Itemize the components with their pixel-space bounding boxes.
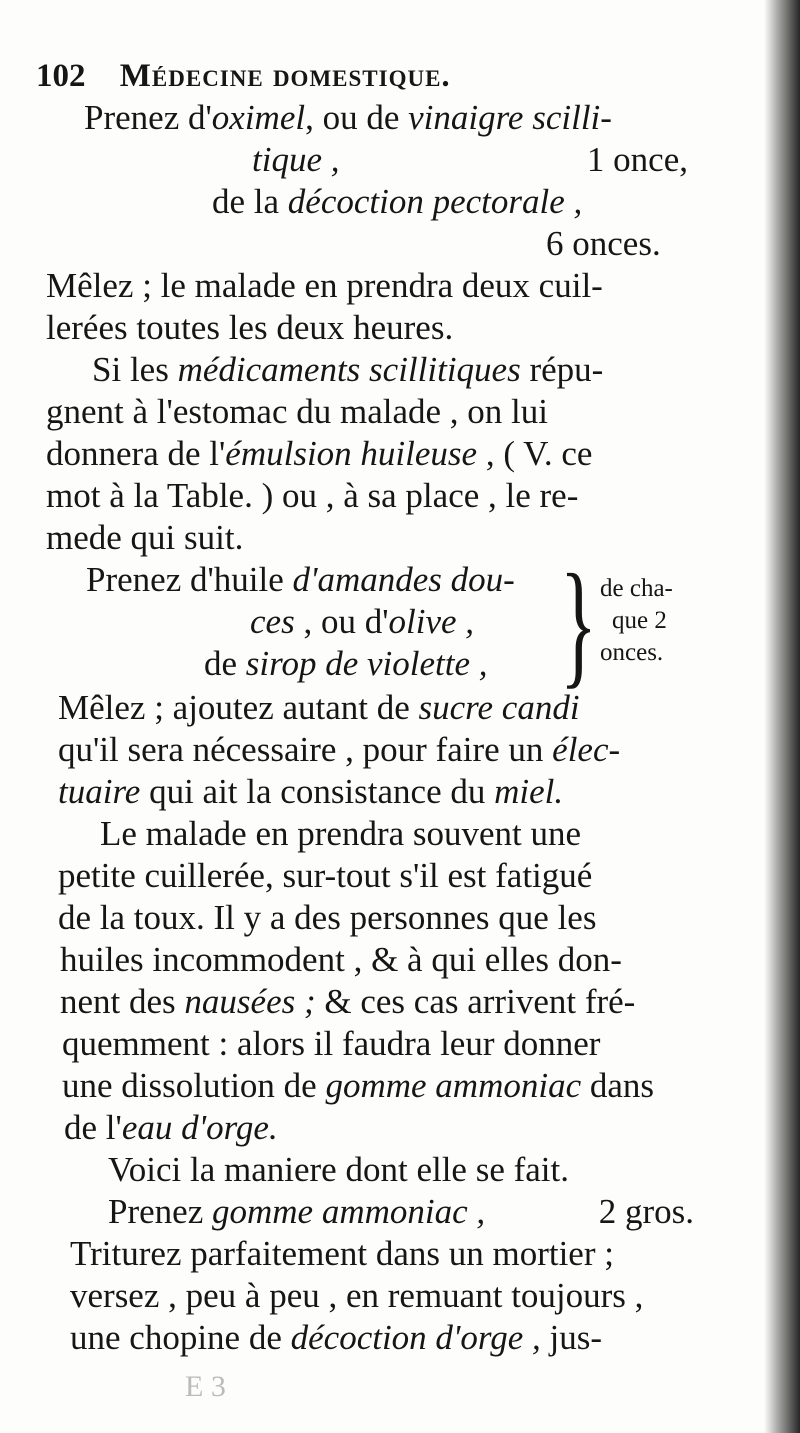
para4-line8: de l'eau d'orge. <box>64 1108 278 1147</box>
para4-line1: Le malade en prendra souvent une <box>100 814 582 853</box>
para2-line2: gnent à l'estomac du malade , on lui <box>46 392 548 431</box>
para3-line2: qu'il sera nécessaire , pour faire un élec- <box>58 730 621 769</box>
para4-line3: de la toux. Il y a des personnes que les <box>58 898 597 937</box>
para2-line1: Si les médicaments scillitiques répu- <box>92 350 604 389</box>
para4-line6: quemment : alors il faudra leur donner <box>62 1024 601 1063</box>
para4-line5: nent des nausées ; & ces cas arrivent fré- <box>60 982 636 1021</box>
recipe3-line1: Prenez gomme ammoniac , 2 gros. <box>108 1192 694 1231</box>
para3-line3: tuaire qui ait la consistance du miel. <box>58 772 564 811</box>
running-title: Médecine domestique. <box>119 58 451 94</box>
para4-line2: petite cuillerée, sur-tout s'il est fatigué <box>58 856 593 895</box>
para6-line1: Triturez parfaitement dans un mortier ; <box>70 1234 614 1273</box>
para3-line1: Mêlez ; ajoutez autant de sucre candi <box>58 688 580 727</box>
para4-line7: une dissolution de gomme ammoniac dans <box>62 1066 655 1105</box>
para6-line2: versez , peu à peu , en remuant toujours , <box>70 1276 644 1315</box>
page-header <box>36 56 451 96</box>
para5-line1: Voici la maniere dont elle se fait. <box>108 1150 569 1189</box>
signature-mark: E 3 <box>185 1370 226 1403</box>
para4-line4: huiles incommodent , & à qui elles don- <box>60 940 622 979</box>
para6-line3: une chopine de décoction d'orge , jus- <box>70 1318 603 1357</box>
para2-line3: donnera de l'émulsion huileuse , ( V. ce <box>46 434 593 473</box>
para2-line5: mede qui suit. <box>46 518 244 557</box>
curly-brace-icon: } <box>560 546 597 701</box>
recipe1-line3: de la décoction pectorale , <box>212 182 583 221</box>
page-number: 102 <box>36 58 86 94</box>
recipe2-line2: ces , ou d'olive , <box>250 602 475 641</box>
para2-line4: mot à la Table. ) ou , à sa place , le re- <box>46 476 579 515</box>
brace-label-line3: onces. <box>600 639 664 666</box>
para1-line2: lerées toutes les deux heures. <box>46 308 454 347</box>
recipe1-line1: Prenez d'oximel, ou de vinaigre scilli- <box>84 98 612 137</box>
recipe1-line4: 6 onces. <box>546 224 661 263</box>
brace-label-line2: que 2 <box>612 607 667 634</box>
page-edge-shadow <box>764 0 800 1433</box>
recipe1-line2: tique , 1 once, <box>252 140 688 179</box>
recipe2-line3: de sirop de violette , <box>204 644 488 683</box>
recipe2-line1: Prenez d'huile d'amandes dou- <box>86 560 515 599</box>
para1-line1: Mêlez ; le malade en prendra deux cuil- <box>46 266 603 305</box>
brace-label-line1: de cha- <box>600 575 673 602</box>
